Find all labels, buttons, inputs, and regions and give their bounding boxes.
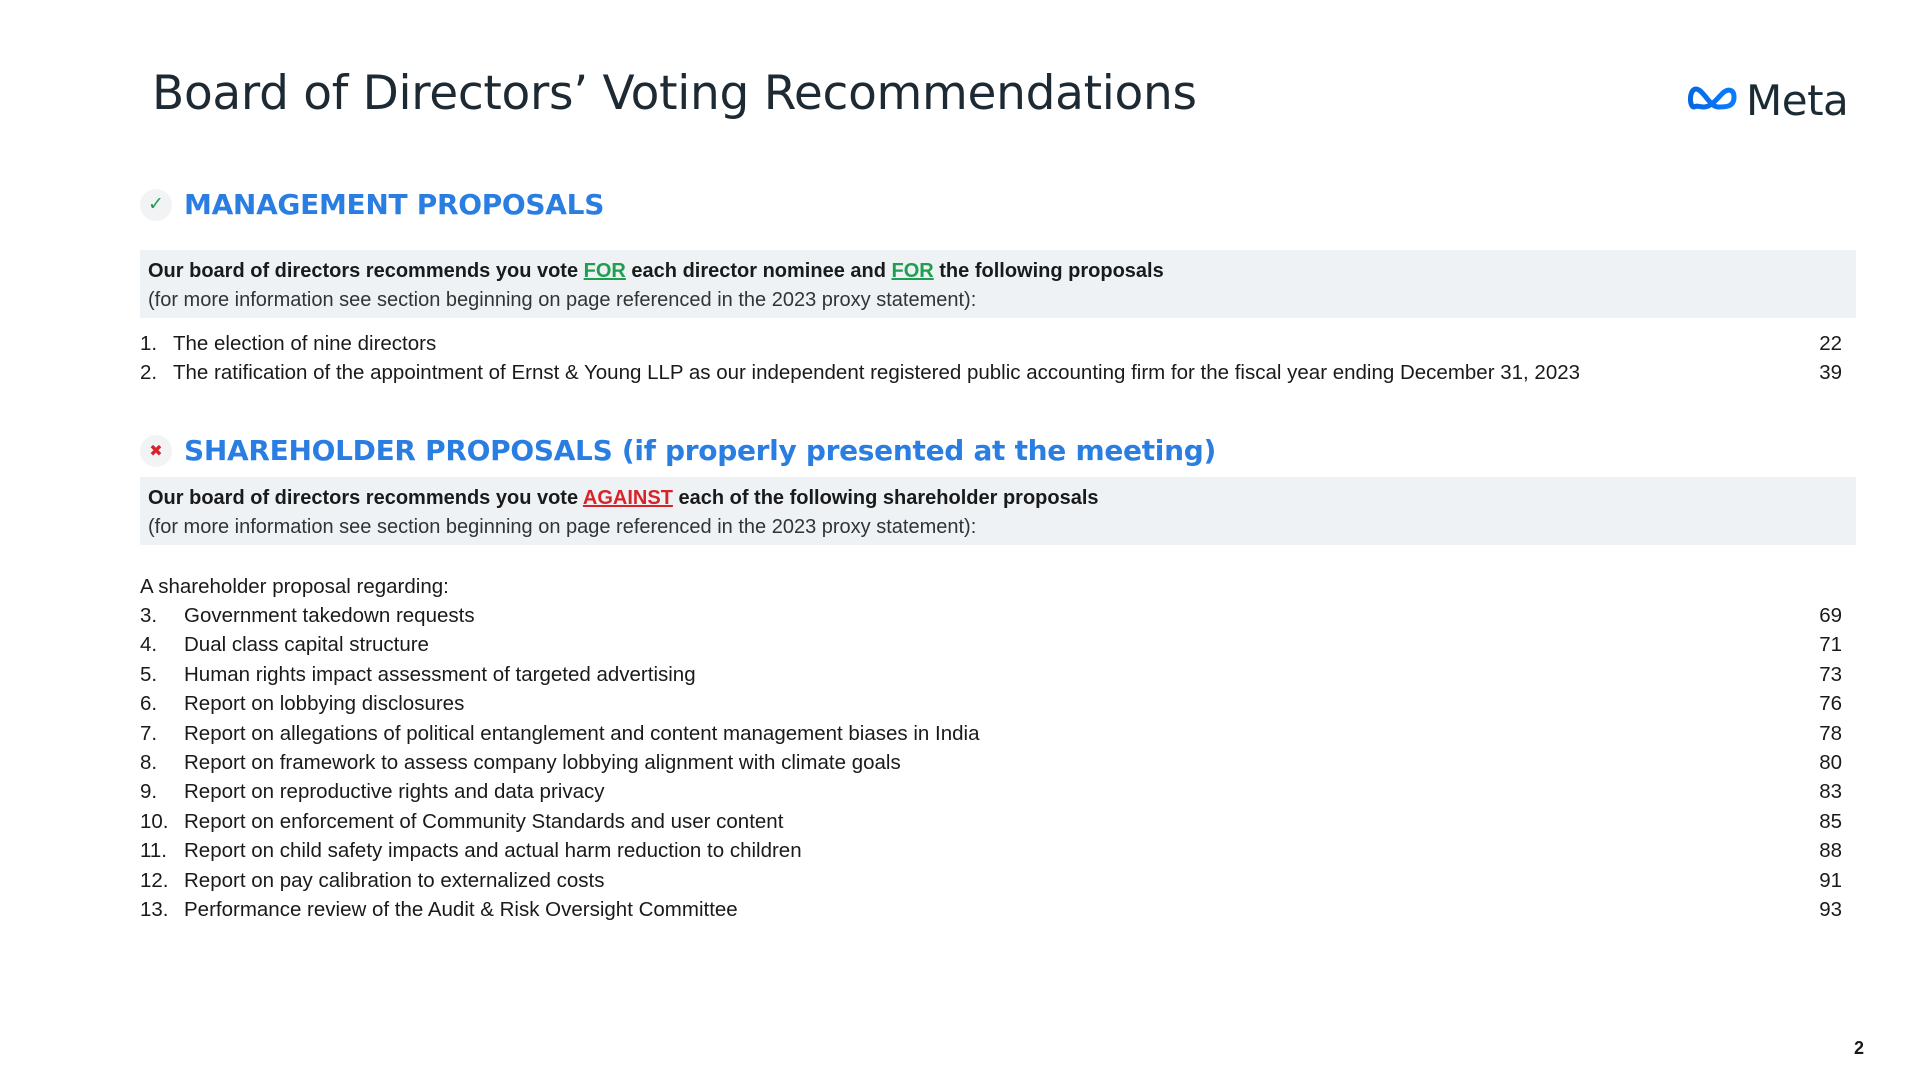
- shareholder-section-heading: [140, 434, 1216, 467]
- page-reference: 93: [1819, 898, 1842, 921]
- list-item: 12. Report on pay calibration to externalized costs 91: [140, 866, 1842, 895]
- against-label: AGAINST: [582, 487, 673, 509]
- list-item: 8. Report on framework to assess company lobbying alignment with climate goals 80: [140, 748, 1842, 777]
- management-section-heading: [140, 188, 604, 221]
- page-reference: 73: [1819, 663, 1842, 686]
- page-reference: 91: [1819, 869, 1842, 892]
- list-item: 3. Government takedown requests 69: [140, 601, 1842, 630]
- management-heading: MANAGEMENT PROPOSALS: [184, 188, 605, 221]
- page-reference: 22: [1819, 332, 1842, 355]
- meta-logo: [1688, 76, 1848, 125]
- list-item: 11. Report on child safety impacts and actual harm reduction to children 88: [140, 836, 1842, 865]
- page-reference: 78: [1819, 722, 1842, 745]
- for-label: FOR: [891, 260, 934, 282]
- shareholder-recommendation: Our board of directors recommends you vote AGAINST each of the following shareholder proposals: [148, 487, 1099, 509]
- cross-icon: ✖: [140, 435, 172, 467]
- shareholder-intro: A shareholder proposal regarding:: [140, 575, 449, 598]
- page-reference: 76: [1819, 692, 1842, 715]
- shareholder-recommendation-box: [140, 477, 1856, 545]
- shareholder-note: (for more information see section beginning on page referenced in the 2023 proxy statement):: [148, 516, 977, 538]
- list-item: 2. The ratification of the appointment of Ernst & Young LLP as our independent registered public accounting firm for the fiscal year ending December 31, 2023 39: [140, 358, 1842, 387]
- page-reference: 85: [1819, 810, 1842, 833]
- page-number: 2: [1854, 1038, 1865, 1058]
- page-reference: 88: [1819, 839, 1842, 862]
- meta-logo-text: Meta: [1746, 76, 1849, 125]
- list-item: 4. Dual class capital structure 71: [140, 630, 1842, 659]
- list-item: 10. Report on enforcement of Community Standards and user content 85: [140, 807, 1842, 836]
- page-reference: 39: [1819, 361, 1842, 384]
- management-recommendation: Our board of directors recommends you vote FOR each director nominee and FOR the following proposals: [148, 260, 1164, 282]
- list-item: 6. Report on lobbying disclosures 76: [140, 689, 1842, 718]
- shareholder-heading: SHAREHOLDER PROPOSALS (if properly presented at the meeting): [184, 434, 1216, 467]
- management-recommendation-box: [140, 250, 1856, 318]
- management-note: (for more information see section beginning on page referenced in the 2023 proxy statement):: [148, 289, 977, 311]
- meta-infinity-icon: [1688, 83, 1742, 118]
- page-reference: 69: [1819, 604, 1842, 627]
- for-label: FOR: [583, 260, 626, 282]
- list-item: 5. Human rights impact assessment of targeted advertising 73: [140, 660, 1842, 689]
- page-title: Board of Directors’ Voting Recommendations: [152, 66, 1197, 121]
- list-item: 7. Report on allegations of political entanglement and content management biases in India 78: [140, 719, 1842, 748]
- list-item: 9. Report on reproductive rights and data privacy 83: [140, 777, 1842, 806]
- list-item: 13. Performance review of the Audit & Risk Oversight Committee 93: [140, 895, 1842, 924]
- list-item: 1. The election of nine directors 22: [140, 329, 1842, 358]
- check-icon: ✓: [140, 189, 172, 221]
- page-reference: 80: [1819, 751, 1842, 774]
- page-reference: 83: [1819, 780, 1842, 803]
- page-reference: 71: [1819, 633, 1842, 656]
